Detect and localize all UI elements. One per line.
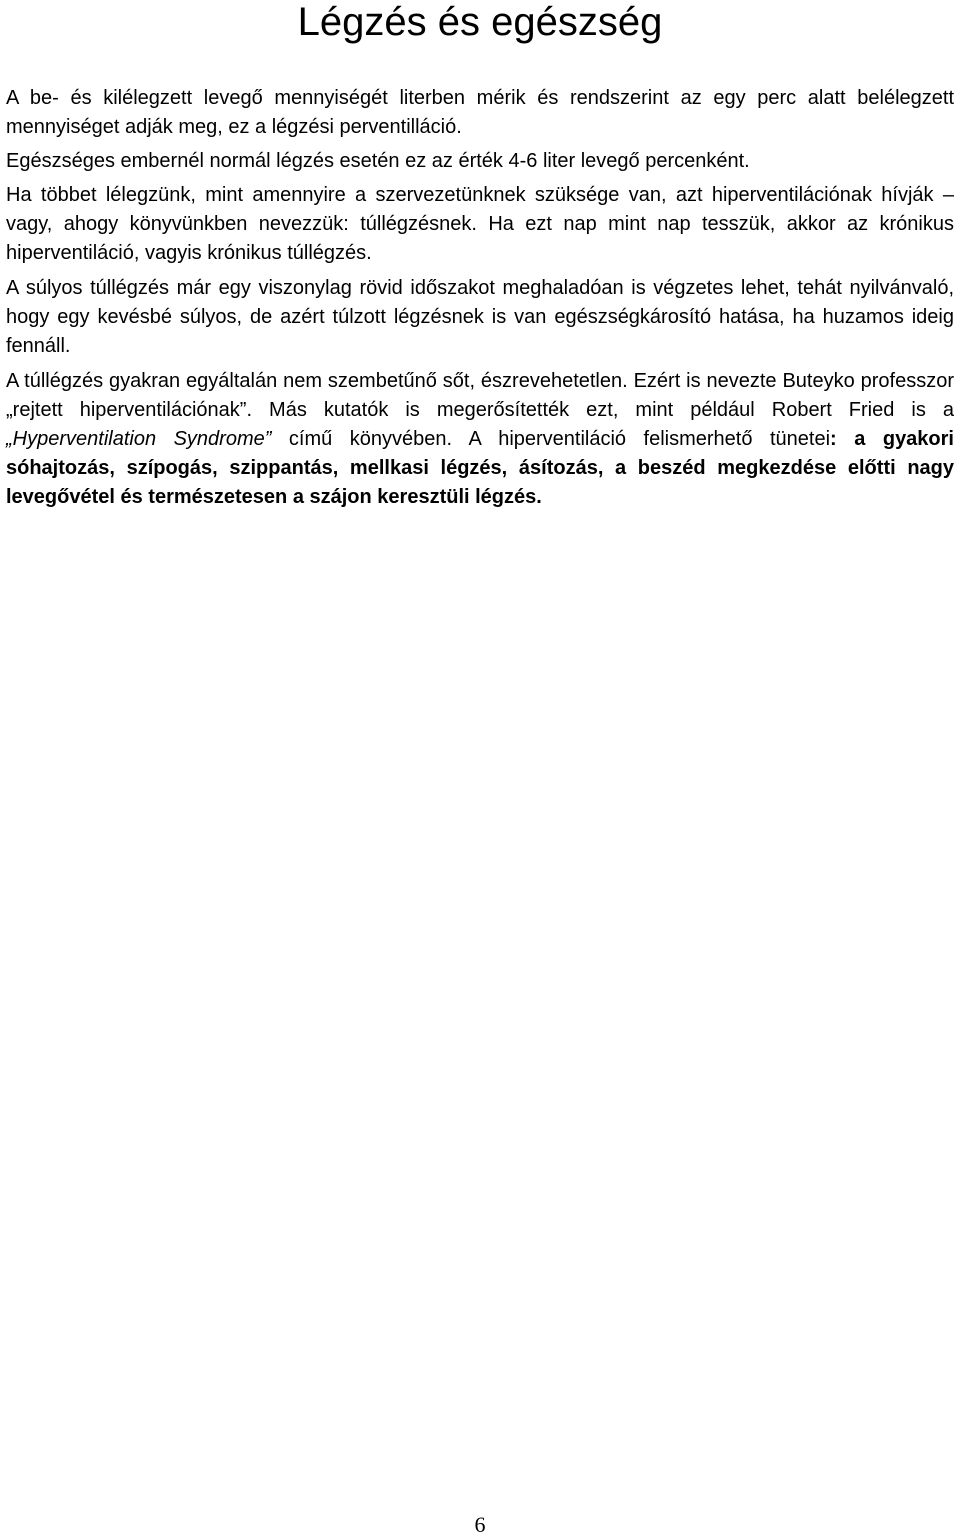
symptoms-list: : a gyakori sóhajtozás, szípogás, szippantás, mellkasi légzés, ásítozás, a beszéd megkezdése előtti nagy levegővétel és természetesen a szájon keresztüli légzés. [6, 428, 954, 508]
paragraph-hidden-hyperventilation [6, 367, 954, 512]
paragraph-severe-overbreathing: A súlyos túllégzés már egy viszonylag rövid időszakot meghaladóan is végzetes lehet, tehát nyilvánvaló, hogy egy kevésbé súlyos, de azért túlzott légzésnek is van egészségkárosító hatása, ha huzamos ideig fennáll. [6, 277, 954, 357]
paragraph-ventilation-definition: A be- és kilélegzett levegő mennyiségét literben mérik és rendszerint az egy perc alatt belélegzett mennyiséget adják meg, ez a légzési perventilláció. [6, 87, 954, 138]
paragraph-normal-breathing: Egészséges embernél normál légzés esetén ez az érték 4-6 liter levegő percenként. [6, 150, 750, 172]
document-body [6, 84, 954, 512]
paragraph-text-intro: A túllégzés gyakran egyáltalán nem szembetűnő sőt, észrevehetetlen. Ezért is nevezte Buteyko professzor „rejtett hiperventilációnak”. Más kutatók is megerősítették ezt, mint például Robert Fried is a [6, 370, 954, 421]
paragraph-hyperventilation: Ha többet lélegzünk, mint amennyire a szervezetünknek szüksége van, azt hiperventilációnak hívják – vagy, ahogy könyvünkben nevezzük: túllégzésnek. Ha ezt nap mint nap tesszük, akkor az krónikus hiperventiláció, vagyis krónikus túllégzés. [6, 184, 954, 264]
book-title: „Hyperventilation Syndrome” [6, 428, 272, 450]
paragraph-text-continued: című könyvében. A hiperventiláció felismerhető tünetei [271, 428, 831, 450]
page-title: Légzés és egészség [297, 0, 663, 44]
page-number: 6 [474, 1512, 486, 1537]
